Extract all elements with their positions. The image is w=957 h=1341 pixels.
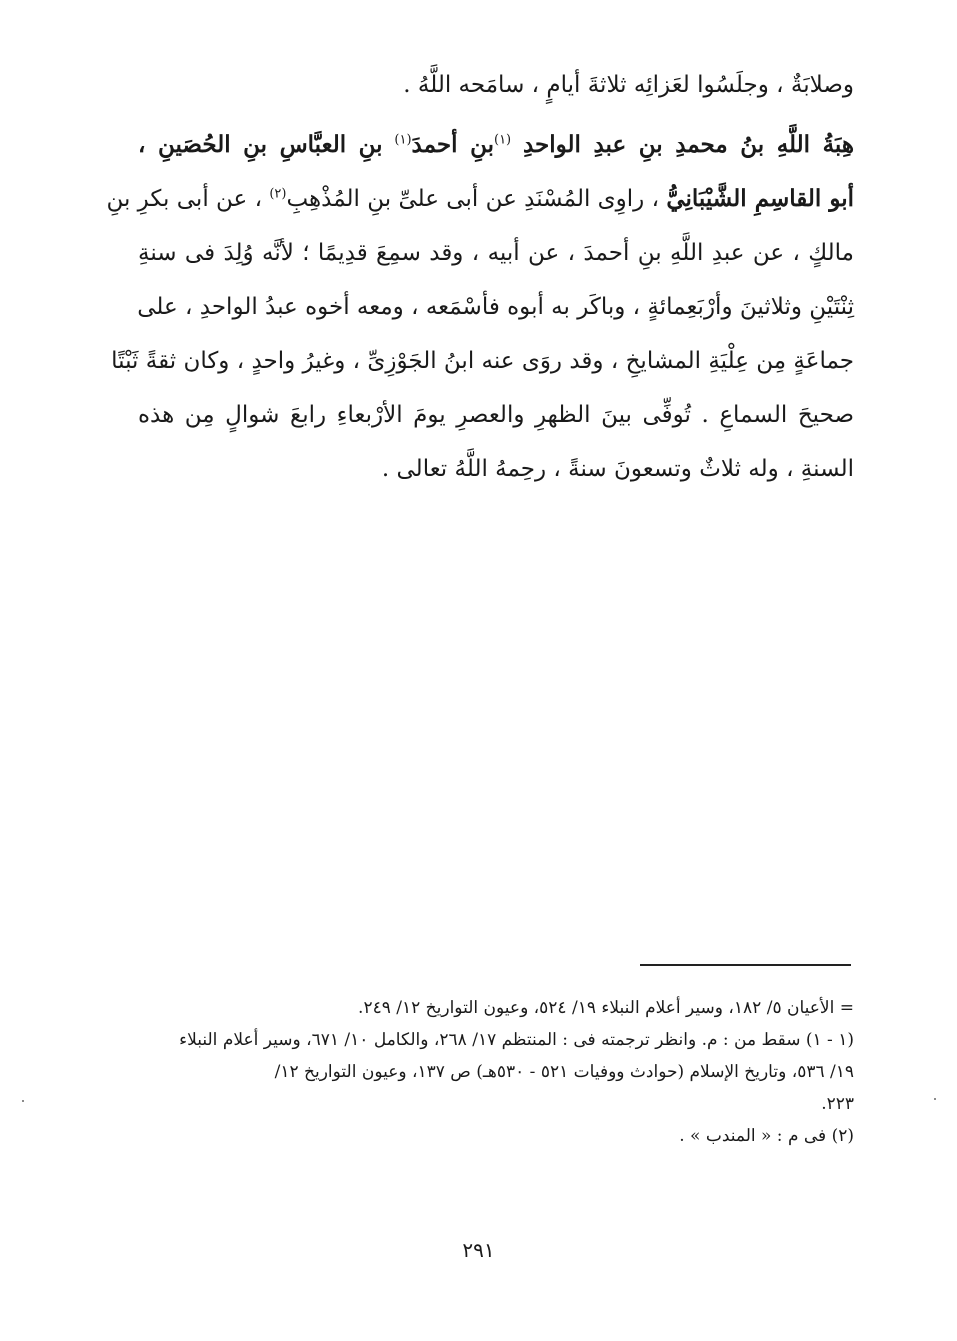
- entry-line-6: صحيحَ السماعِ . تُوفِّى بينَ الظهرِ والعصرِ يومَ الأرْبعاءِ رابعَ شوالٍ مِن هذه: [138, 402, 854, 428]
- footnotes: [138, 992, 854, 1152]
- footnote-line: (٢) فى م : « المندب » .: [679, 1126, 854, 1146]
- entry-line-2-text-a: ، راوِى المُسْنَدِ عن أبى علىِّ بنِ المُذْهِبِ: [286, 186, 659, 212]
- main-text: [106, 58, 854, 496]
- entry-heading-line: [138, 118, 854, 172]
- entry-line-5: جماعَةٍ مِن عِلْيَةِ المشايخِ ، وقد روَى عنه ابنُ الجَوْزِىِّ ، وغيرُ واحدٍ ، وكان ثقةً ثَبْتًا: [111, 348, 854, 374]
- entry-line-2-text-b: ، عن أبى بكرِ بنِ: [106, 186, 263, 212]
- entry-kunya: أبو القاسِمِ الشَّيْبَانِيُّ: [666, 185, 854, 212]
- scan-speck: [22, 1100, 24, 1102]
- footnote-marker-1-close: (١): [394, 132, 412, 148]
- entry-line-7: السنةِ ، وله ثلاثٌ وتسعونَ سنةً ، رحِمهُ اللَّهُ تعالى .: [381, 456, 854, 482]
- paragraph1-line: وصلابَةٌ ، وجلَسُوا لعَزائِه ثلاثةَ أيامٍ ، سامَحه اللَّهُ .: [403, 72, 854, 98]
- entry-line-4: ثِنْتَيْنِ وثلاثينَ وأرْبَعِمائةٍ ، وباكَر به أبوه فأسْمَعه ، ومعه أخوه عبدُ الواحدِ ، على: [137, 294, 854, 320]
- biography-entry: [106, 118, 854, 496]
- entry-line-2: [106, 172, 854, 226]
- entry-name-part1: هِبَةُ اللَّهِ بنُ محمدِ بنِ عبدِ الواحدِ: [522, 131, 854, 158]
- footnote-marker-2: (٢): [269, 186, 287, 202]
- footnote-line: (١ - ١) سقط من : م. وانظر ترجمته فى : المنتظم ١٧/ ٢٦٨، والكامل ١٠/ ٦٧١، وسير أعلام النبلاء: [179, 1030, 854, 1050]
- entry-name-omitted: بنِ أحمدَ: [411, 131, 494, 158]
- footnote-line: ١٩/ ٥٣٦، وتاريخ الإسلام (حوادث ووفيات ٥٢١ - ٥٣٠هـ) ص ١٣٧، وعيون التواريخ ١٢/: [274, 1062, 854, 1082]
- footnote-line: ٢٢٣.: [821, 1094, 854, 1114]
- footnote-line: = الأعيان ٥/ ١٨٢، وسير أعلام النبلاء ١٩/ ٥٢٤، وعيون التواريخ ١٢/ ٢٤٩.: [358, 998, 854, 1018]
- page-number: ٢٩١: [462, 1238, 495, 1262]
- entry-name-part2: بنِ العبَّاسِ بنِ الحُصَينِ ،: [138, 131, 383, 158]
- scan-speck: [934, 1098, 936, 1100]
- footnote-marker-1-open: (١): [493, 132, 512, 148]
- entry-line-3: مالكٍ ، عن عبدِ اللَّهِ بنِ أحمدَ ، عن أبيه ، وقد سمِعَ قدِيمًا ؛ لأنَّه وُلِدَ فى سنةِ: [138, 240, 854, 266]
- footnote-separator: [640, 964, 851, 966]
